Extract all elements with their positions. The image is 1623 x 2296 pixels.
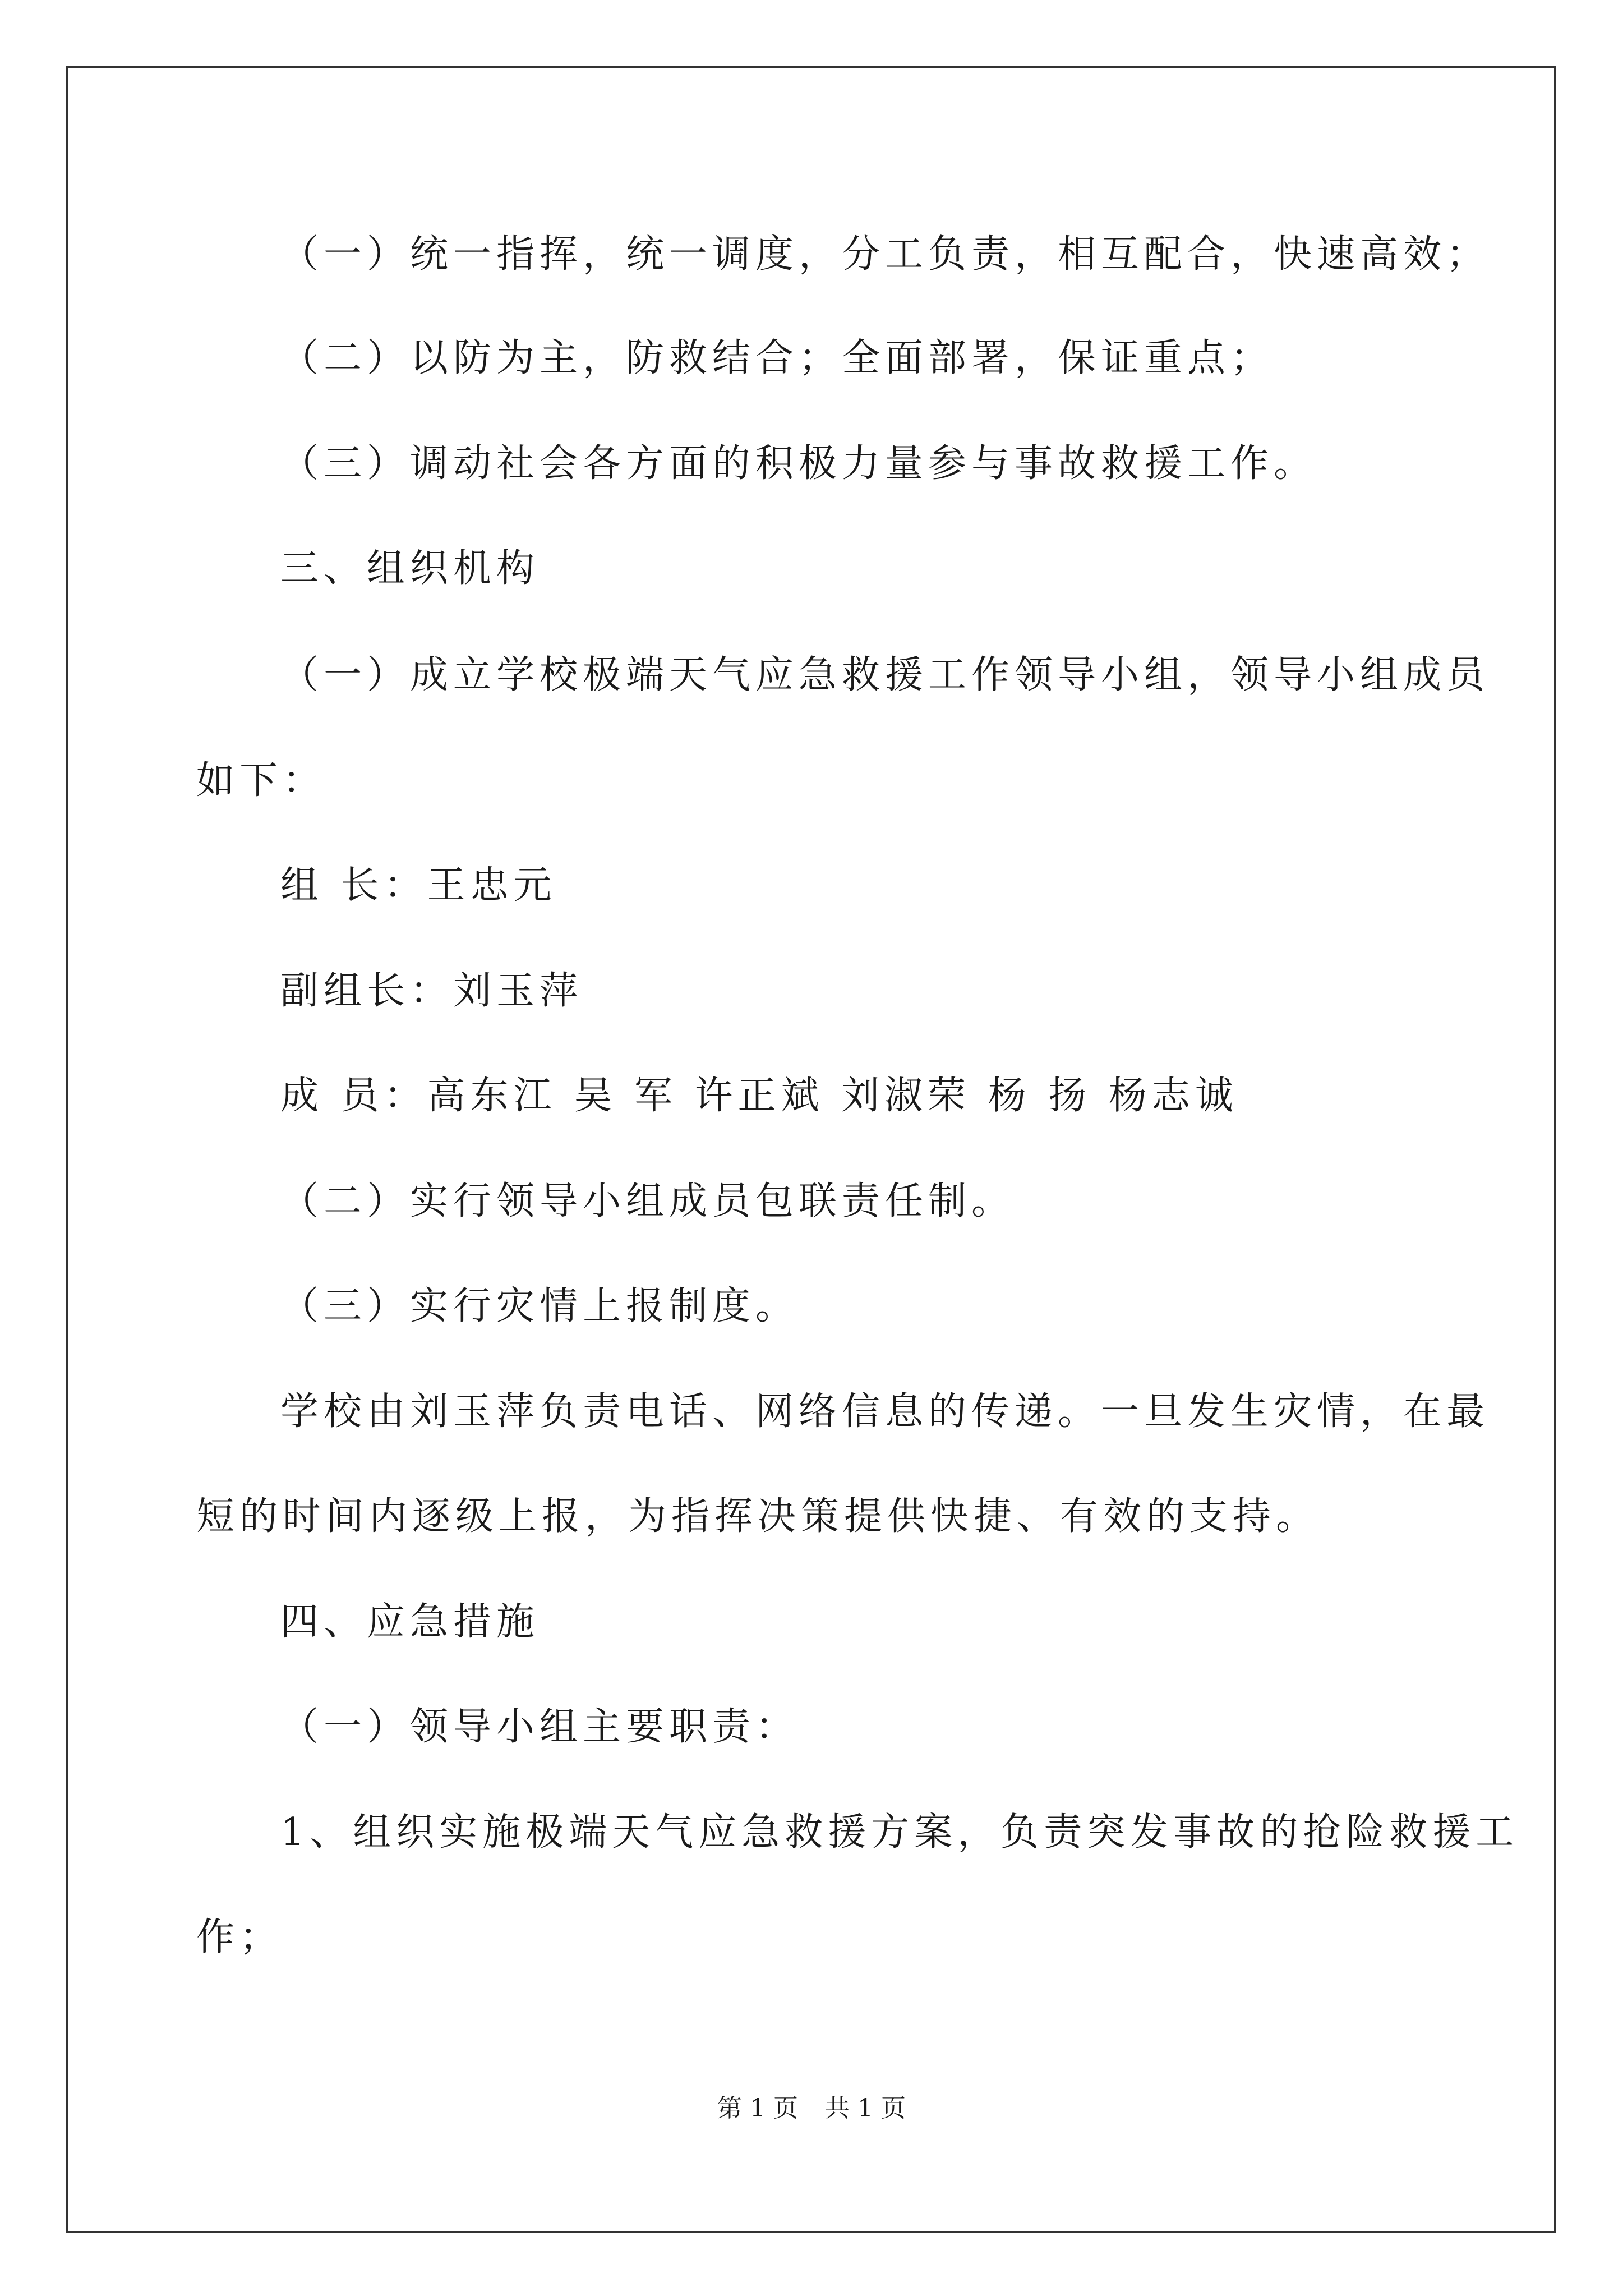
paragraph-line: （一）领导小组主要职责： bbox=[280, 1705, 799, 1749]
paragraph-line: 成 员：高东江 吴 军 许正斌 刘淑荣 杨 扬 杨志诚 bbox=[280, 1074, 1238, 1118]
paragraph-line: 副组长：刘玉萍 bbox=[280, 969, 583, 1013]
page-border bbox=[66, 66, 1556, 2233]
paragraph-line: （一）成立学校极端天气应急救援工作领导小组，领导小组成员 bbox=[280, 653, 1490, 697]
page-total: 共 1 页 bbox=[825, 2094, 906, 2123]
page-number: 第 1 页 bbox=[717, 2094, 798, 2123]
section-heading: 三、组织机构 bbox=[280, 546, 540, 591]
paragraph-line: 作； bbox=[196, 1915, 283, 1959]
paragraph-line: （二）以防为主，防救结合；全面部署，保证重点； bbox=[280, 336, 1274, 380]
page-footer bbox=[0, 2096, 1623, 2121]
paragraph-line: 学校由刘玉萍负责电话、网络信息的传递。一旦发生灾情，在最 bbox=[280, 1389, 1490, 1434]
paragraph-line: （一）统一指挥，统一调度，分工负责，相互配合，快速高效； bbox=[280, 232, 1490, 277]
paragraph-line: 如下： bbox=[196, 758, 326, 803]
paragraph-line: 组 长：王忠元 bbox=[280, 863, 557, 908]
paragraph-line: 1、组织实施极端天气应急救援方案，负责突发事故的抢险救援工 bbox=[280, 1810, 1519, 1855]
paragraph-line: （三）实行灾情上报制度。 bbox=[280, 1284, 799, 1328]
section-heading: 四、应急措施 bbox=[280, 1600, 540, 1644]
paragraph-line: 短的时间内逐级上报，为指挥决策提供快捷、有效的支持。 bbox=[196, 1494, 1320, 1539]
paragraph-line: （三）调动社会各方面的积极力量参与事故救援工作。 bbox=[280, 441, 1317, 486]
paragraph-line: （二）实行领导小组成员包联责任制。 bbox=[280, 1179, 1015, 1223]
